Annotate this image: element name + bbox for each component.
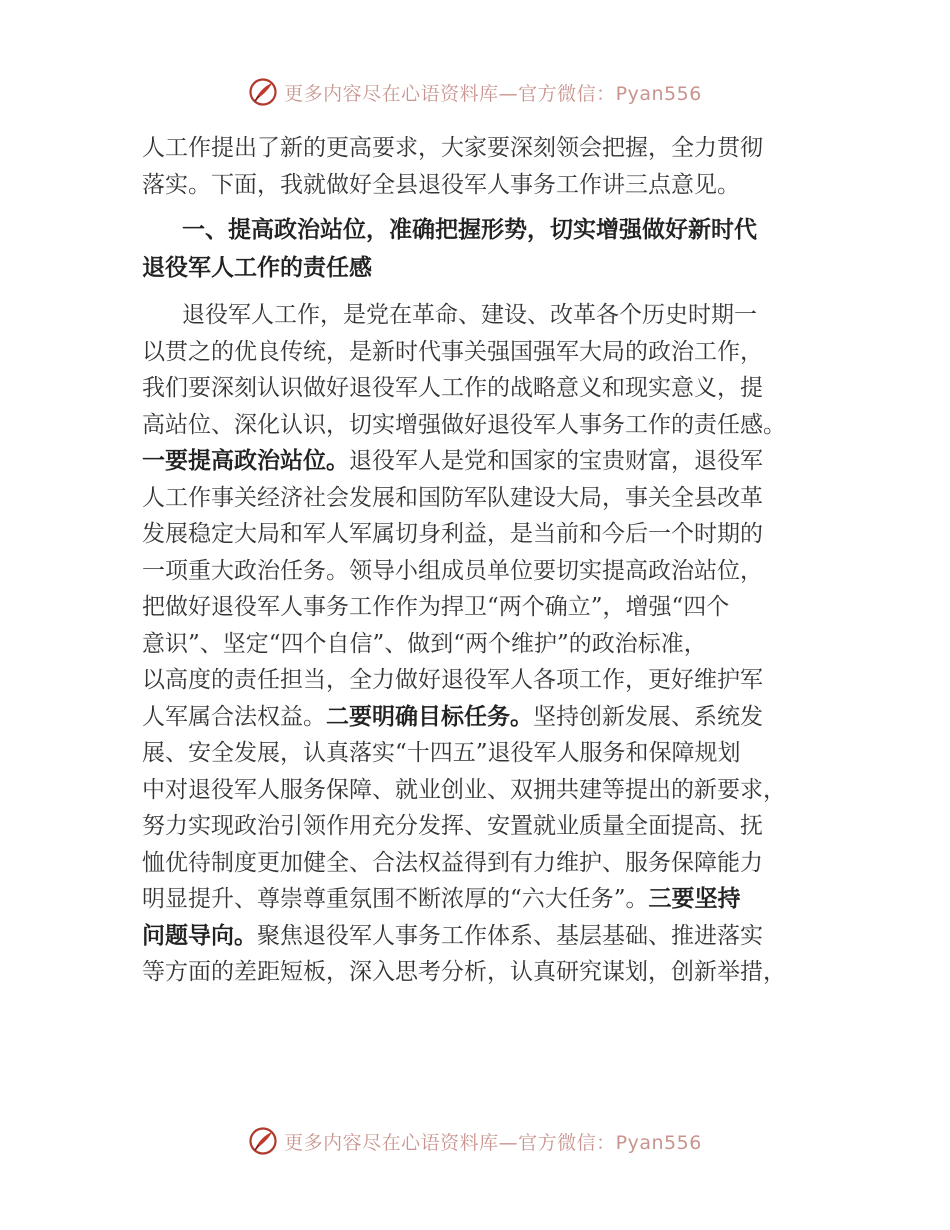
text-segment: 退役军人是党和国家的宝贵财富，退役军 <box>349 448 763 474</box>
text-line: 恤优待制度更加健全、合法权益得到有力维护、服务保障能力 <box>142 849 763 876</box>
text-line: 展、安全发展，认真落实“十四五”退役军人服务和保障规划 <box>142 740 741 766</box>
text-line: 发展稳定大局和军人军属切身利益，是当前和今后一个时期的 <box>142 521 763 547</box>
text-segment: 人军属合法权益。 <box>142 703 326 730</box>
footer-banner-text: 更多内容尽在心语资料库—官方微信：Pyan556 <box>284 1131 702 1154</box>
text-line: 退役军人工作，是党在革命、建设、改革各个历史时期一 <box>182 302 757 328</box>
document-body <box>142 130 814 991</box>
text-line: 把做好退役军人事务工作作为捍卫“两个确立”，增强“四个 <box>142 594 730 620</box>
quill-logo-icon <box>248 77 278 107</box>
intro-paragraph <box>142 130 814 203</box>
quill-logo-icon <box>248 1126 278 1156</box>
text-segment: 明显提升、尊崇尊重氛围不断浓厚的“六大任务”。 <box>142 886 649 912</box>
text-line: 落实。下面，我就做好全县退役军人事务工作讲三点意见。 <box>142 171 740 198</box>
text-line <box>142 881 814 918</box>
heading-line: 一、提高政治站位，准确把握形势，切实增强做好新时代 <box>182 217 757 243</box>
text-line <box>142 918 814 955</box>
point-1-title: 一要提高政治站位。 <box>142 448 349 474</box>
text-line: 人工作事关经济社会发展和国防军队建设大局，事关全县改革 <box>142 484 763 511</box>
text-line: 我们要深刻认识做好退役军人工作的战略意义和现实意义，提 <box>142 375 763 401</box>
text-line: 中对退役军人服务保障、就业创业、双拥共建等提出的新要求， <box>142 776 786 803</box>
text-line: 一项重大政治任务。领导小组成员单位要切实提高政治站位， <box>142 557 763 584</box>
section-1-heading <box>142 211 814 287</box>
point-3-title-start: 三要坚持 <box>648 886 741 912</box>
text-line: 人工作提出了新的更高要求，大家要深刻领会把握，全力贯彻 <box>142 135 763 161</box>
point-2-title: 二要明确目标任务。 <box>326 703 533 730</box>
text-line: 努力实现政治引领作用充分发挥、安置就业质量全面提高、抚 <box>142 813 763 839</box>
footer-banner <box>0 1121 950 1161</box>
heading-line: 退役军人工作的责任感 <box>142 255 372 281</box>
text-line: 意识”、坚定“四个自信”、做到“两个维护”的政治标准， <box>142 630 707 657</box>
text-segment: 坚持创新发展、系统发 <box>533 703 763 730</box>
text-line: 以贯之的优良传统，是新时代事关强国强军大局的政治工作， <box>142 338 763 365</box>
section-1-paragraph <box>142 297 814 991</box>
header-banner-text: 更多内容尽在心语资料库—官方微信：Pyan556 <box>284 82 702 105</box>
text-line: 等方面的差距短板，深入思考分析，认真研究谋划，创新举措， <box>142 959 786 985</box>
text-line: 高站位、深化认识，切实增强做好退役军人事务工作的责任感。 <box>142 411 786 438</box>
text-line: 以高度的责任担当，全力做好退役军人各项工作，更好维护军 <box>142 667 763 693</box>
header-banner <box>0 72 950 112</box>
text-segment: 聚焦退役军人事务工作体系、基层基础、推进落实 <box>257 922 763 949</box>
text-line <box>142 699 814 736</box>
text-line <box>142 443 814 480</box>
point-3-title-end: 问题导向。 <box>142 922 257 949</box>
